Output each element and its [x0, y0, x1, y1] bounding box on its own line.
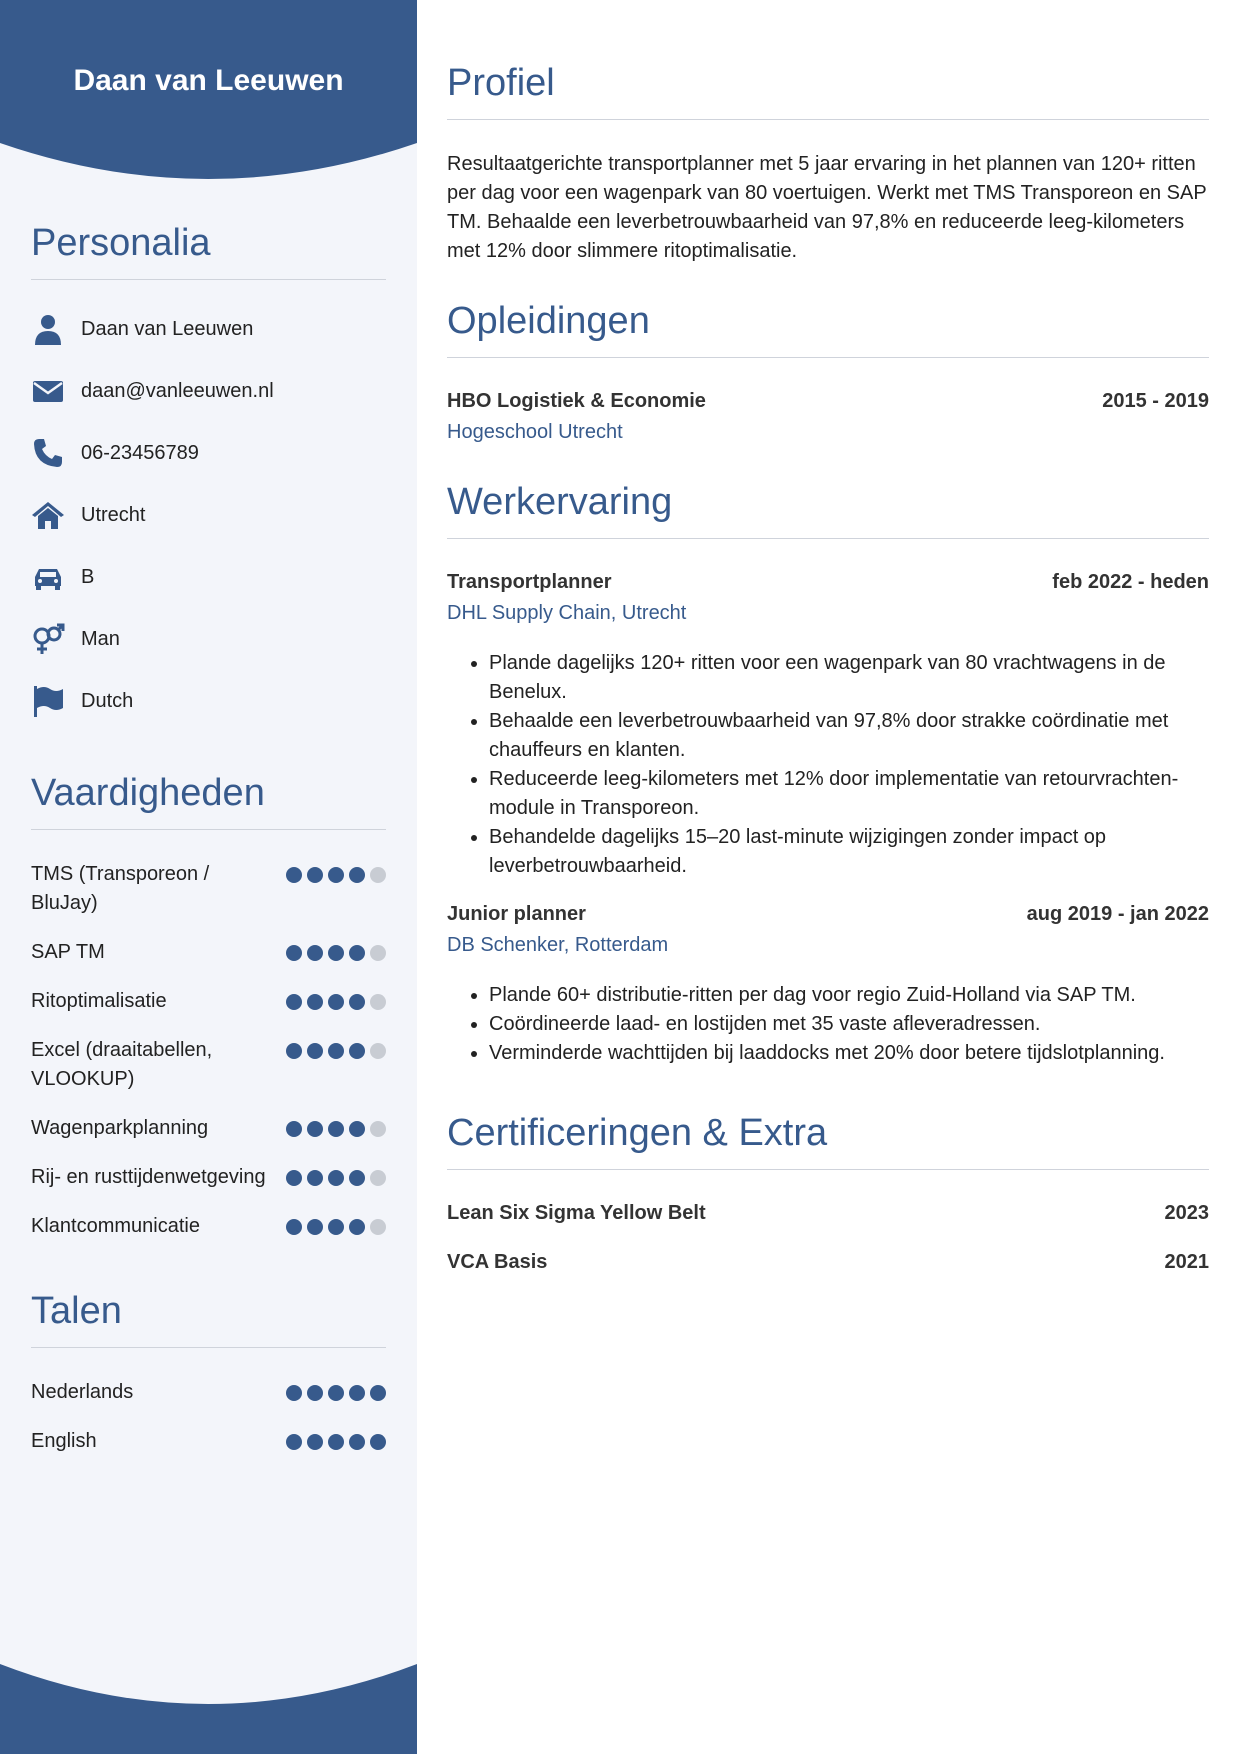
rating-dot-filled: [307, 1170, 323, 1186]
rating-row: [31, 860, 386, 918]
candidate-name: Daan van Leeuwen: [73, 64, 344, 97]
rating-dot-filled: [307, 1385, 323, 1401]
language-list: [31, 1378, 386, 1456]
contact-text: daan@vanleeuwen.nl: [81, 379, 274, 402]
rating-dot-filled: [286, 945, 302, 961]
rating-dot-filled: [349, 1434, 365, 1450]
job-bullets: [447, 981, 1209, 1068]
rating-dots: [286, 1212, 386, 1235]
languages-section: [31, 1290, 386, 1476]
rating-dot-filled: [349, 1170, 365, 1186]
bullet-item: • Plande 60+ distributie-ritten per dag voor regio Zuid-Holland via SAP TM.: [489, 981, 1209, 1010]
job-entry: [447, 903, 1209, 1068]
rating-dots: [286, 1378, 386, 1401]
certifications-title: Certificeringen & Extra: [447, 1112, 1209, 1170]
rating-dot-filled: [328, 867, 344, 883]
rating-dot-empty: [370, 945, 386, 961]
rating-dot-filled: [328, 1043, 344, 1059]
rating-dot-filled: [349, 1043, 365, 1059]
education-title: Opleidingen: [447, 300, 1209, 358]
personalia-section: [31, 222, 386, 732]
rating-row: [31, 1212, 386, 1241]
job-company: DHL Supply Chain, Utrecht: [447, 602, 687, 624]
rating-row: [31, 1427, 386, 1456]
rating-dot-filled: [286, 1434, 302, 1450]
contact-name: [31, 298, 386, 360]
contact-text: 06-23456789: [81, 441, 199, 464]
rating-dot-filled: [370, 1434, 386, 1450]
contact-list: [31, 298, 386, 732]
car-icon: [31, 560, 65, 594]
rating-dot-filled: [328, 1170, 344, 1186]
rating-label: Wagenparkplanning: [31, 1117, 209, 1139]
rating-dots: [286, 987, 386, 1010]
rating-label: TMS (Transporeon / BluJay): [31, 863, 210, 914]
rating-dot-filled: [286, 867, 302, 883]
contact-text: Daan van Leeuwen: [81, 317, 254, 340]
rating-dots: [286, 1427, 386, 1450]
rating-dot-filled: [328, 1121, 344, 1137]
rating-dot-filled: [370, 1385, 386, 1401]
rating-dot-empty: [370, 1043, 386, 1059]
job-date: aug 2019 - jan 2022: [1026, 903, 1209, 925]
rating-dots: [286, 860, 386, 883]
education-date: 2015 - 2019: [1102, 390, 1209, 412]
rating-dots: [286, 938, 386, 961]
rating-dot-filled: [286, 1385, 302, 1401]
job-title: Junior planner: [447, 903, 586, 925]
rating-label: Excel (draaitabellen, VLOOKUP): [31, 1039, 213, 1090]
contact-text: Dutch: [81, 689, 134, 712]
rating-row: [31, 1163, 386, 1192]
footer-wave-shape: [0, 1664, 417, 1754]
personalia-title: Personalia: [31, 222, 386, 280]
flag-icon: [31, 684, 65, 718]
rating-label: Ritoptimalisatie: [31, 990, 167, 1012]
rating-dot-filled: [286, 1043, 302, 1059]
profile-title: Profiel: [447, 62, 1209, 120]
gender-icon: [31, 622, 65, 656]
rating-dots: [286, 1114, 386, 1137]
rating-dot-filled: [328, 945, 344, 961]
rating-dot-empty: [370, 867, 386, 883]
rating-dot-filled: [286, 1170, 302, 1186]
rating-row: [31, 1378, 386, 1407]
bullet-item: • Coördineerde laad- en lostijden met 35 vaste afleveradressen.: [489, 1010, 1209, 1039]
rating-row: [31, 1036, 386, 1094]
certification-entry: [447, 1251, 1209, 1274]
bullet-item: • Reduceerde leeg-kilometers met 12% door implementatie van retourvrachten-module in Transporeon.: [489, 765, 1209, 823]
contact-email[interactable]: [31, 360, 386, 422]
rating-dot-filled: [349, 945, 365, 961]
contact-phone[interactable]: [31, 422, 386, 484]
skill-list: [31, 860, 386, 1241]
rating-dot-filled: [307, 1121, 323, 1137]
skills-title: Vaardigheden: [31, 772, 386, 830]
rating-dot-empty: [370, 994, 386, 1010]
rating-dot-filled: [307, 945, 323, 961]
experience-title: Werkervaring: [447, 481, 1209, 539]
rating-dot-filled: [349, 1121, 365, 1137]
job-title: Transportplanner: [447, 571, 612, 593]
rating-dot-filled: [286, 1121, 302, 1137]
rating-label: Rij- en rusttijdenwetgeving: [31, 1166, 266, 1188]
rating-dot-filled: [328, 994, 344, 1010]
rating-dots: [286, 1036, 386, 1059]
contact-city: [31, 484, 386, 546]
certification-title: Lean Six Sigma Yellow Belt: [447, 1202, 706, 1224]
rating-label: English: [31, 1430, 97, 1452]
certification-title: VCA Basis: [447, 1251, 548, 1273]
envelope-icon: [31, 374, 65, 408]
rating-dot-empty: [370, 1170, 386, 1186]
job-date: feb 2022 - heden: [1052, 571, 1209, 593]
rating-label: SAP TM: [31, 941, 105, 963]
contact-text: Utrecht: [81, 503, 146, 526]
education-entry: [447, 390, 1209, 444]
certification-date: 2021: [1164, 1251, 1209, 1273]
contact-text: Man: [81, 627, 120, 650]
profile-text: Resultaatgerichte transportplanner met 5 jaar ervaring in het plannen van 120+ ritten per dag voor een wagenpark van 80 voertuigen. Werkt met TMS Transporeon en SAP TM. Behaalde een leverbetrouwbaarheid van 97,8% en reduceerde leeg-kilometers met 12% door slimmere ritoptimalisatie.: [447, 153, 1207, 262]
education-degree: HBO Logistiek & Economie: [447, 390, 706, 412]
profile-section: [447, 62, 1209, 266]
job-entry: [447, 571, 1209, 881]
rating-dot-filled: [307, 867, 323, 883]
rating-dot-filled: [307, 994, 323, 1010]
phone-icon: [31, 436, 65, 470]
rating-dot-filled: [307, 1434, 323, 1450]
rating-dot-filled: [349, 867, 365, 883]
rating-dot-filled: [286, 1219, 302, 1235]
education-school: Hogeschool Utrecht: [447, 421, 623, 443]
bullet-item: • Verminderde wachttijden bij laaddocks met 20% door betere tijdslotplanning.: [489, 1039, 1209, 1068]
rating-dots: [286, 1163, 386, 1186]
rating-dot-empty: [370, 1121, 386, 1137]
certification-date: 2023: [1164, 1202, 1209, 1224]
languages-title: Talen: [31, 1290, 386, 1348]
certification-entry: [447, 1202, 1209, 1225]
skills-section: [31, 772, 386, 1261]
contact-nationality: [31, 670, 386, 732]
person-icon: [31, 312, 65, 346]
home-icon: [31, 498, 65, 532]
certifications-section: [447, 1112, 1209, 1274]
rating-row: [31, 1114, 386, 1143]
rating-label: Klantcommunicatie: [31, 1215, 200, 1237]
sidebar: [0, 0, 417, 1754]
rating-dot-filled: [307, 1219, 323, 1235]
contact-text: B: [81, 565, 95, 588]
education-section: [447, 300, 1209, 444]
contact-gender: [31, 608, 386, 670]
job-company: DB Schenker, Rotterdam: [447, 934, 669, 956]
rating-label: Nederlands: [31, 1381, 134, 1403]
rating-dot-filled: [328, 1219, 344, 1235]
bullet-item: • Plande dagelijks 120+ ritten voor een wagenpark van 80 vrachtwagens in de Benelux.: [489, 649, 1209, 707]
rating-dot-filled: [349, 1385, 365, 1401]
rating-dot-filled: [349, 1219, 365, 1235]
rating-row: [31, 938, 386, 967]
bullet-item: • Behandelde dagelijks 15–20 last-minute wijzigingen zonder impact op leverbetrouwbaarheid.: [489, 823, 1209, 881]
contact-license: [31, 546, 386, 608]
rating-row: [31, 987, 386, 1016]
experience-section: [447, 481, 1209, 1068]
bullet-item: • Behaalde een leverbetrouwbaarheid van 97,8% door strakke coördinatie met chauffeurs en klanten.: [489, 707, 1209, 765]
rating-dot-filled: [349, 994, 365, 1010]
rating-dot-filled: [328, 1385, 344, 1401]
job-bullets: [447, 649, 1209, 881]
rating-dot-empty: [370, 1219, 386, 1235]
rating-dot-filled: [286, 994, 302, 1010]
rating-dot-filled: [328, 1434, 344, 1450]
rating-dot-filled: [307, 1043, 323, 1059]
